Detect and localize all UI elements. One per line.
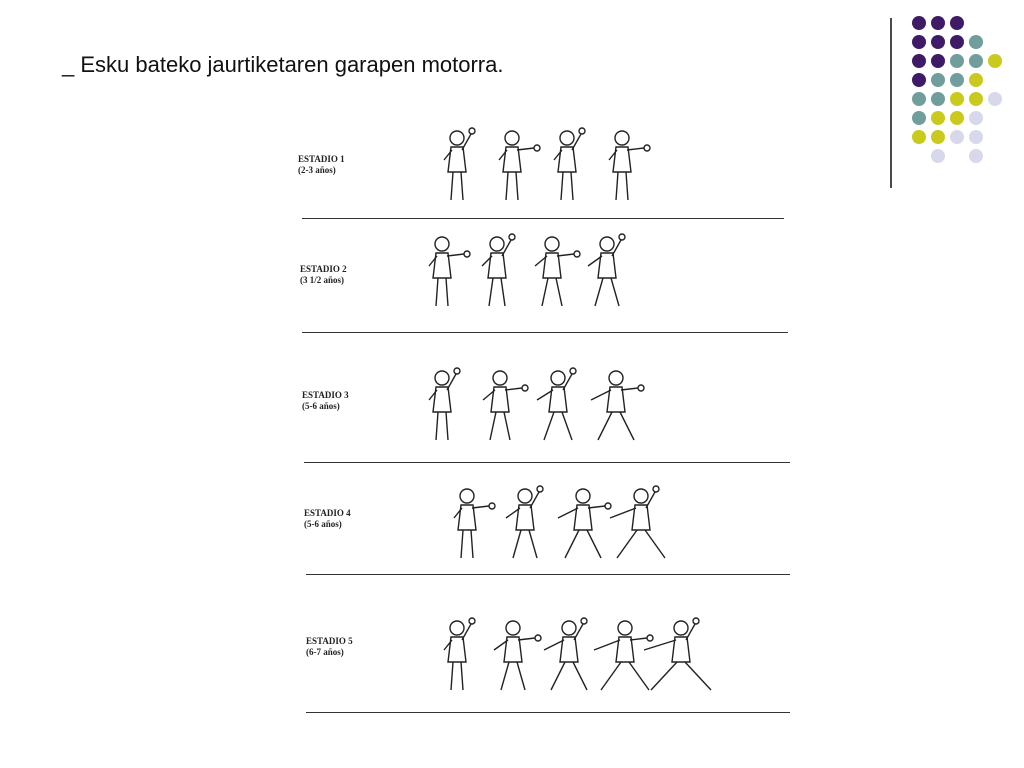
decorative-dot	[969, 54, 983, 68]
decorative-dot	[931, 130, 945, 144]
decorative-dot	[988, 54, 1002, 68]
stage-age: (5-6 años)	[304, 519, 342, 529]
child-figure	[610, 486, 665, 558]
decorative-dot	[912, 130, 926, 144]
decorative-dot	[969, 92, 983, 106]
stage-name: ESTADIO 4	[304, 508, 351, 518]
child-figure	[494, 621, 541, 690]
child-figure	[609, 131, 650, 200]
child-figure	[558, 489, 611, 558]
slide-title: _ Esku bateko jaurtiketaren garapen motorra.	[62, 52, 504, 77]
child-figure	[483, 371, 528, 440]
decorative-dot	[950, 35, 964, 49]
decorative-dot	[912, 92, 926, 106]
child-figure	[482, 234, 515, 306]
decorative-dot	[950, 54, 964, 68]
child-figure	[591, 371, 644, 440]
decorative-dot	[969, 130, 983, 144]
decorative-dot	[931, 111, 945, 125]
decorative-dot	[950, 92, 964, 106]
decorative-dot	[931, 92, 945, 106]
decorative-dot	[912, 73, 926, 87]
stage-age: (3 1/2 años)	[300, 275, 345, 285]
child-figure	[429, 368, 460, 440]
stage-name: ESTADIO 2	[300, 264, 347, 274]
child-figure	[454, 489, 495, 558]
stage-age: (5-6 años)	[302, 401, 340, 411]
decorative-dot	[931, 73, 945, 87]
child-figure	[444, 618, 475, 690]
decorative-dot	[912, 16, 926, 30]
child-figure	[594, 621, 653, 690]
stage-name: ESTADIO 1	[298, 154, 345, 164]
child-figure	[588, 234, 625, 306]
decorative-dot	[950, 130, 964, 144]
decorative-dot	[931, 16, 945, 30]
stage-age: (2-3 años)	[298, 165, 336, 175]
child-figure	[644, 618, 711, 690]
decorative-dot	[912, 111, 926, 125]
stage-name: ESTADIO 5	[306, 636, 353, 646]
child-figure	[506, 486, 543, 558]
decorative-dot	[950, 16, 964, 30]
child-figures	[292, 110, 802, 730]
child-figure	[554, 128, 585, 200]
child-figure	[544, 618, 587, 690]
stage-name: ESTADIO 3	[302, 390, 349, 400]
decorative-dot	[969, 149, 983, 163]
decorative-dot	[931, 35, 945, 49]
stage-age: (6-7 años)	[306, 647, 344, 657]
throwing-stages-illustration	[292, 110, 802, 730]
decorative-dot	[969, 73, 983, 87]
decorative-dot	[950, 111, 964, 125]
child-figure	[429, 237, 470, 306]
decorative-dot	[912, 35, 926, 49]
decorative-dot	[912, 54, 926, 68]
child-figure	[535, 237, 580, 306]
decorative-dot	[988, 92, 1002, 106]
child-figure	[537, 368, 576, 440]
child-figure	[499, 131, 540, 200]
decorative-dot	[969, 35, 983, 49]
child-figure	[444, 128, 475, 200]
decorative-dot	[950, 73, 964, 87]
decorative-dot	[931, 54, 945, 68]
decorative-dot	[931, 149, 945, 163]
decorative-dot	[969, 111, 983, 125]
